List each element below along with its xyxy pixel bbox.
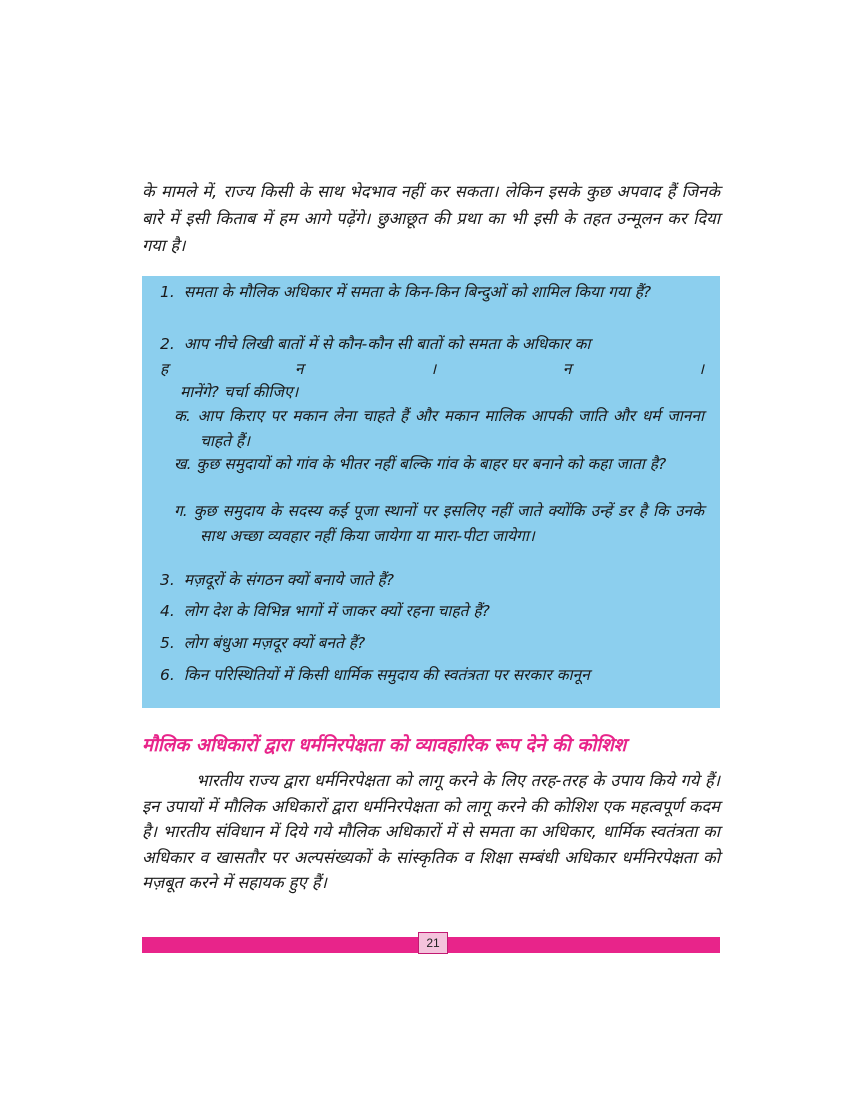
section-paragraph: भारतीय राज्य द्वारा धर्मनिरपेक्षता को लागू करने के लिए तरह-तरह के उपाय किये गये हैं। इन उपायों में मौलिक अधिकारों द्वारा धर्मनिरपेक्षता को लागू करने की कोशिश एक महत्वपूर्ण कदम है। भारतीय संविधान में दिये गये मौलिक अधिकारों में से समता का अधिकार, धार्मिक स्वतंत्रता का अधिकार व खासतौर पर अल्पसंख्यकों के सांस्कृतिक व शिक्षा सम्बंधी अधिकार धर्मनिरपेक्षता को मज़बूत करने में सहायक हुए हैं। <box>142 771 720 892</box>
question-2-fragments <box>160 356 704 382</box>
question-2-subitem-ka <box>174 404 704 454</box>
intro-paragraph: के मामले में, राज्य किसी के साथ भेदभाव नहीं कर सकता। लेकिन इसके कुछ अपवाद हैं जिनके बारे में इसी किताब में हम आगे पढ़ेंगे। छुआछूत की प्रथा का भी इसी के तहत उन्मूलन कर दिया गया है। <box>142 182 720 255</box>
question-2-subitem-kha <box>174 452 704 477</box>
question-text: किन परिस्थितियों में किसी धार्मिक समुदाय की स्वतंत्रता पर सरकार कानून <box>183 666 590 684</box>
question-text: मज़दूरों के संगठन क्यों बनाये जाते हैं? <box>183 571 394 589</box>
question-text: लोग देश के विभिन्न भागों में जाकर क्यों रहना चाहते हैं? <box>183 602 490 620</box>
question-3 <box>160 568 704 593</box>
question-number: 3. <box>160 571 175 589</box>
question-1 <box>160 280 704 305</box>
question-number: 5. <box>160 634 175 652</box>
question-2-continuation: मानेंगे? चर्चा कीजिए। <box>180 383 299 401</box>
page-number: 21 <box>418 932 448 954</box>
subitem-label: क. <box>174 407 191 425</box>
question-text: आप नीचे लिखी बातों में से कौन-कौन सी बातों को समता के अधिकार का <box>183 335 591 353</box>
subitem-label: ख. <box>174 455 192 473</box>
fragment: । <box>698 360 704 378</box>
question-text: समता के मौलिक अधिकार में समता के किन-किन बिन्दुओं को शामिल किया गया हैं? <box>183 283 652 301</box>
subitem-text: आप किराए पर मकान लेना चाहते हैं और मकान मालिक आपकी जाति और धर्म जानना चाहते हैं। <box>197 407 704 450</box>
section-heading: मौलिक अधिकारों द्वारा धर्मनिरपेक्षता को व्यावहारिक रूप देने की कोशिश <box>142 735 627 756</box>
fragment: । <box>430 360 437 378</box>
question-2-subitem-ga <box>174 499 704 549</box>
fragment: न <box>562 360 572 378</box>
subitem-text: कुछ समुदाय के सदस्य कई पूजा स्थानों पर इसलिए नहीं जाते क्योंकि उन्हें डर है कि उनके साथ अच्छा व्यवहार नहीं किया जायेगा या मारा-पीटा जायेगा। <box>193 502 704 545</box>
question-5 <box>160 631 704 656</box>
question-number: 2. <box>160 335 175 353</box>
fragment: ह <box>160 360 169 378</box>
question-box <box>142 276 720 708</box>
question-6 <box>160 663 704 688</box>
subitem-text: कुछ समुदायों को गांव के भीतर नहीं बल्कि गांव के बाहर घर बनाने को कहा जाता है? <box>196 455 667 473</box>
fragment: न <box>294 360 304 378</box>
question-4 <box>160 599 704 624</box>
question-2 <box>160 332 704 357</box>
question-number: 4. <box>160 602 175 620</box>
question-number: 6. <box>160 666 175 684</box>
subitem-label: ग. <box>174 502 188 520</box>
question-number: 1. <box>160 283 175 301</box>
question-text: लोग बंधुआ मज़दूर क्यों बनते हैं? <box>183 634 366 652</box>
